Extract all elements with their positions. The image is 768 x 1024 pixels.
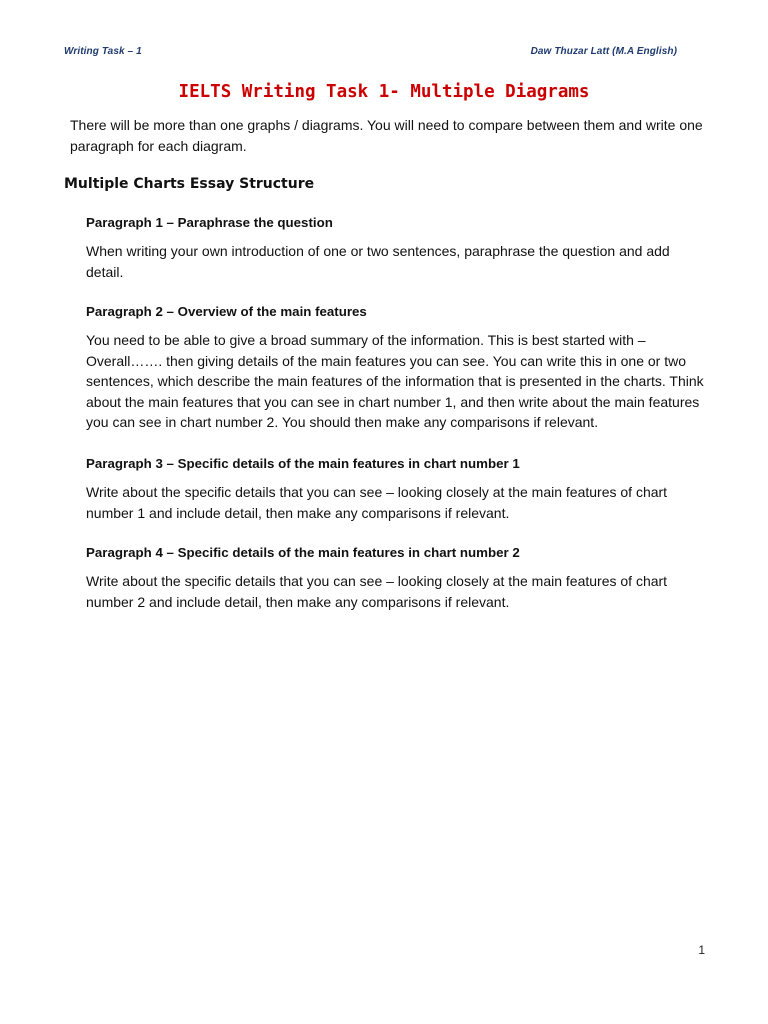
section-subheading: Multiple Charts Essay Structure [64,176,315,192]
paragraph-3-section [86,455,708,523]
paragraph-1-body: When writing your own introduction of one or two sentences, paraphrase the question and add detail. [86,243,670,280]
header-left: Writing Task – 1 [64,46,142,57]
page-title: IELTS Writing Task 1- Multiple Diagrams [178,82,590,102]
header-right: Daw Thuzar Latt (M.A English) [530,46,677,57]
paragraph-1-section [86,214,708,282]
paragraph-2-section [86,303,708,433]
paragraph-3-body: Write about the specific details that you can see – looking closely at the main features of chart number 1 and include detail, then make any comparisons if relevant. [86,484,668,521]
paragraph-1-heading: Paragraph 1 – Paraphrase the question [86,215,333,230]
paragraph-4-heading: Paragraph 4 – Specific details of the main features in chart number 2 [86,545,520,560]
paragraph-2-body: You need to be able to give a broad summary of the information. This is best started with – Overall……. then giving details of the main features you can see. You can write this in one or two sentences, which describe the main features of the information that is presented in the charts. Think about the main features that you can see in chart number 1, and then write about the main features you can see in chart number 2. You should then make any comparisons if relevant. [86,332,704,430]
paragraph-4-body: Write about the specific details that you can see – looking closely at the main features of chart number 2 and include detail, then make any comparisons if relevant. [86,573,668,610]
paragraph-3-heading: Paragraph 3 – Specific details of the main features in chart number 1 [86,456,520,471]
intro-paragraph: There will be more than one graphs / diagrams. You will need to compare between them and write one paragraph for each diagram. [70,117,703,154]
paragraph-2-heading: Paragraph 2 – Overview of the main features [86,304,367,319]
page-number: 1 [698,943,705,957]
paragraph-4-section [86,544,708,612]
